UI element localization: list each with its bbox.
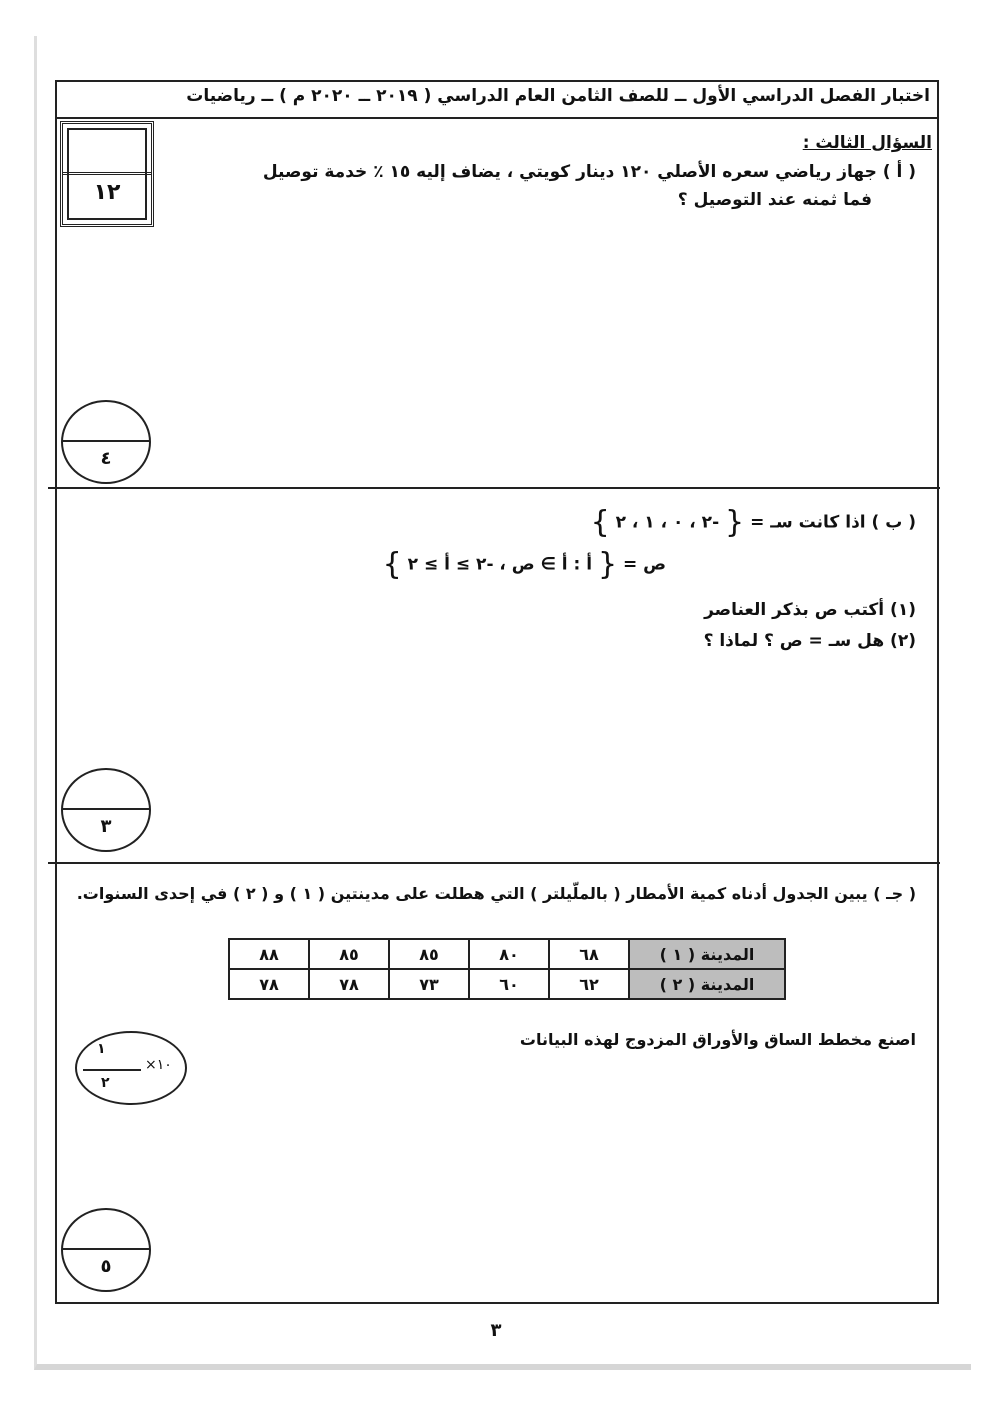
- section-divider-2: [48, 862, 940, 864]
- table-cell: ٧٨: [309, 969, 389, 999]
- part-a-score-circle: [61, 400, 151, 484]
- page-number: ٣: [490, 1320, 502, 1341]
- section-divider-1: [48, 487, 940, 489]
- key-bottom: ٢: [101, 1075, 110, 1091]
- table-cell: ٨٠: [469, 939, 549, 969]
- part-c-score: ٥: [100, 1256, 112, 1277]
- stem-leaf-key: [75, 1031, 187, 1105]
- row-label: المدينة ( ١ ): [629, 939, 785, 969]
- set-w-label: ص =: [622, 554, 666, 575]
- set-w-rule: أ : أ ∋ ص ، -٢ ≥ أ ≥ ٢: [407, 554, 593, 575]
- table-cell: ٨٥: [389, 939, 469, 969]
- part-b-item1: (١) أكتب ص بذكر العناصر: [704, 600, 916, 620]
- header-divider: [55, 117, 939, 119]
- part-c-task: اصنع مخطط الساق والأوراق المزدوج لهذه البيانات: [519, 1030, 916, 1049]
- key-top: ١: [97, 1041, 106, 1057]
- part-c-score-circle: [61, 1208, 151, 1292]
- table-cell: ٦٨: [549, 939, 629, 969]
- part-b-set-w: ص = { أ : أ ∋ ص ، -٢ ≥ أ ≥ ٢ }: [382, 547, 666, 582]
- part-b-set-s: ( ب ) اذا كانت سـ = { -٢ ، ٠ ، ١ ، ٢ }: [590, 505, 916, 540]
- total-score-value: ١٢: [93, 180, 121, 205]
- table-cell: ٦٠: [469, 969, 549, 999]
- part-a-line1: ( أ ) جهاز رياضي سعره الأصلي ١٢٠ دينار كويتي ، يضاف إليه ١٥ ٪ خدمة توصيل: [262, 162, 916, 182]
- table-cell: ٧٣: [389, 969, 469, 999]
- part-b-item2: (٢) هل سـ = ص ؟ لماذا ؟: [703, 631, 916, 651]
- table-cell: ٨٥: [309, 939, 389, 969]
- set-s-elements: -٢ ، ٠ ، ١ ، ٢: [615, 512, 720, 533]
- rainfall-table: [228, 938, 786, 1000]
- total-score-box: [60, 121, 154, 227]
- key-multiplier: ×١٠: [145, 1057, 172, 1073]
- part-a-line2: فما ثمنه عند التوصيل ؟: [677, 190, 872, 210]
- part-a-score: ٤: [100, 448, 112, 469]
- table-cell: ٦٢: [549, 969, 629, 999]
- table-row: [229, 939, 785, 969]
- exam-frame: [55, 80, 939, 1304]
- part-b-score: ٣: [100, 816, 112, 837]
- table-cell: ٧٨: [229, 969, 309, 999]
- table-row: [229, 969, 785, 999]
- table-cell: ٨٨: [229, 939, 309, 969]
- question-heading: السؤال الثالث :: [802, 133, 932, 153]
- set-s-label: ( ب ) اذا كانت سـ =: [750, 512, 916, 533]
- part-c-intro: ( جـ ) يبين الجدول أدناه كمية الأمطار ( بالملّيلتر ) التي هطلت على مدينتين ( ١ ) و ( ٢ ) في إحدى السنوات.: [76, 884, 916, 903]
- exam-header-title: اختبار الفصل الدراسي الأول ــ للصف الثامن العام الدراسي ( ٢٠١٩ ــ ٢٠٢٠ م ) ــ رياضيات: [186, 86, 930, 106]
- row-label: المدينة ( ٢ ): [629, 969, 785, 999]
- part-b-score-circle: [61, 768, 151, 852]
